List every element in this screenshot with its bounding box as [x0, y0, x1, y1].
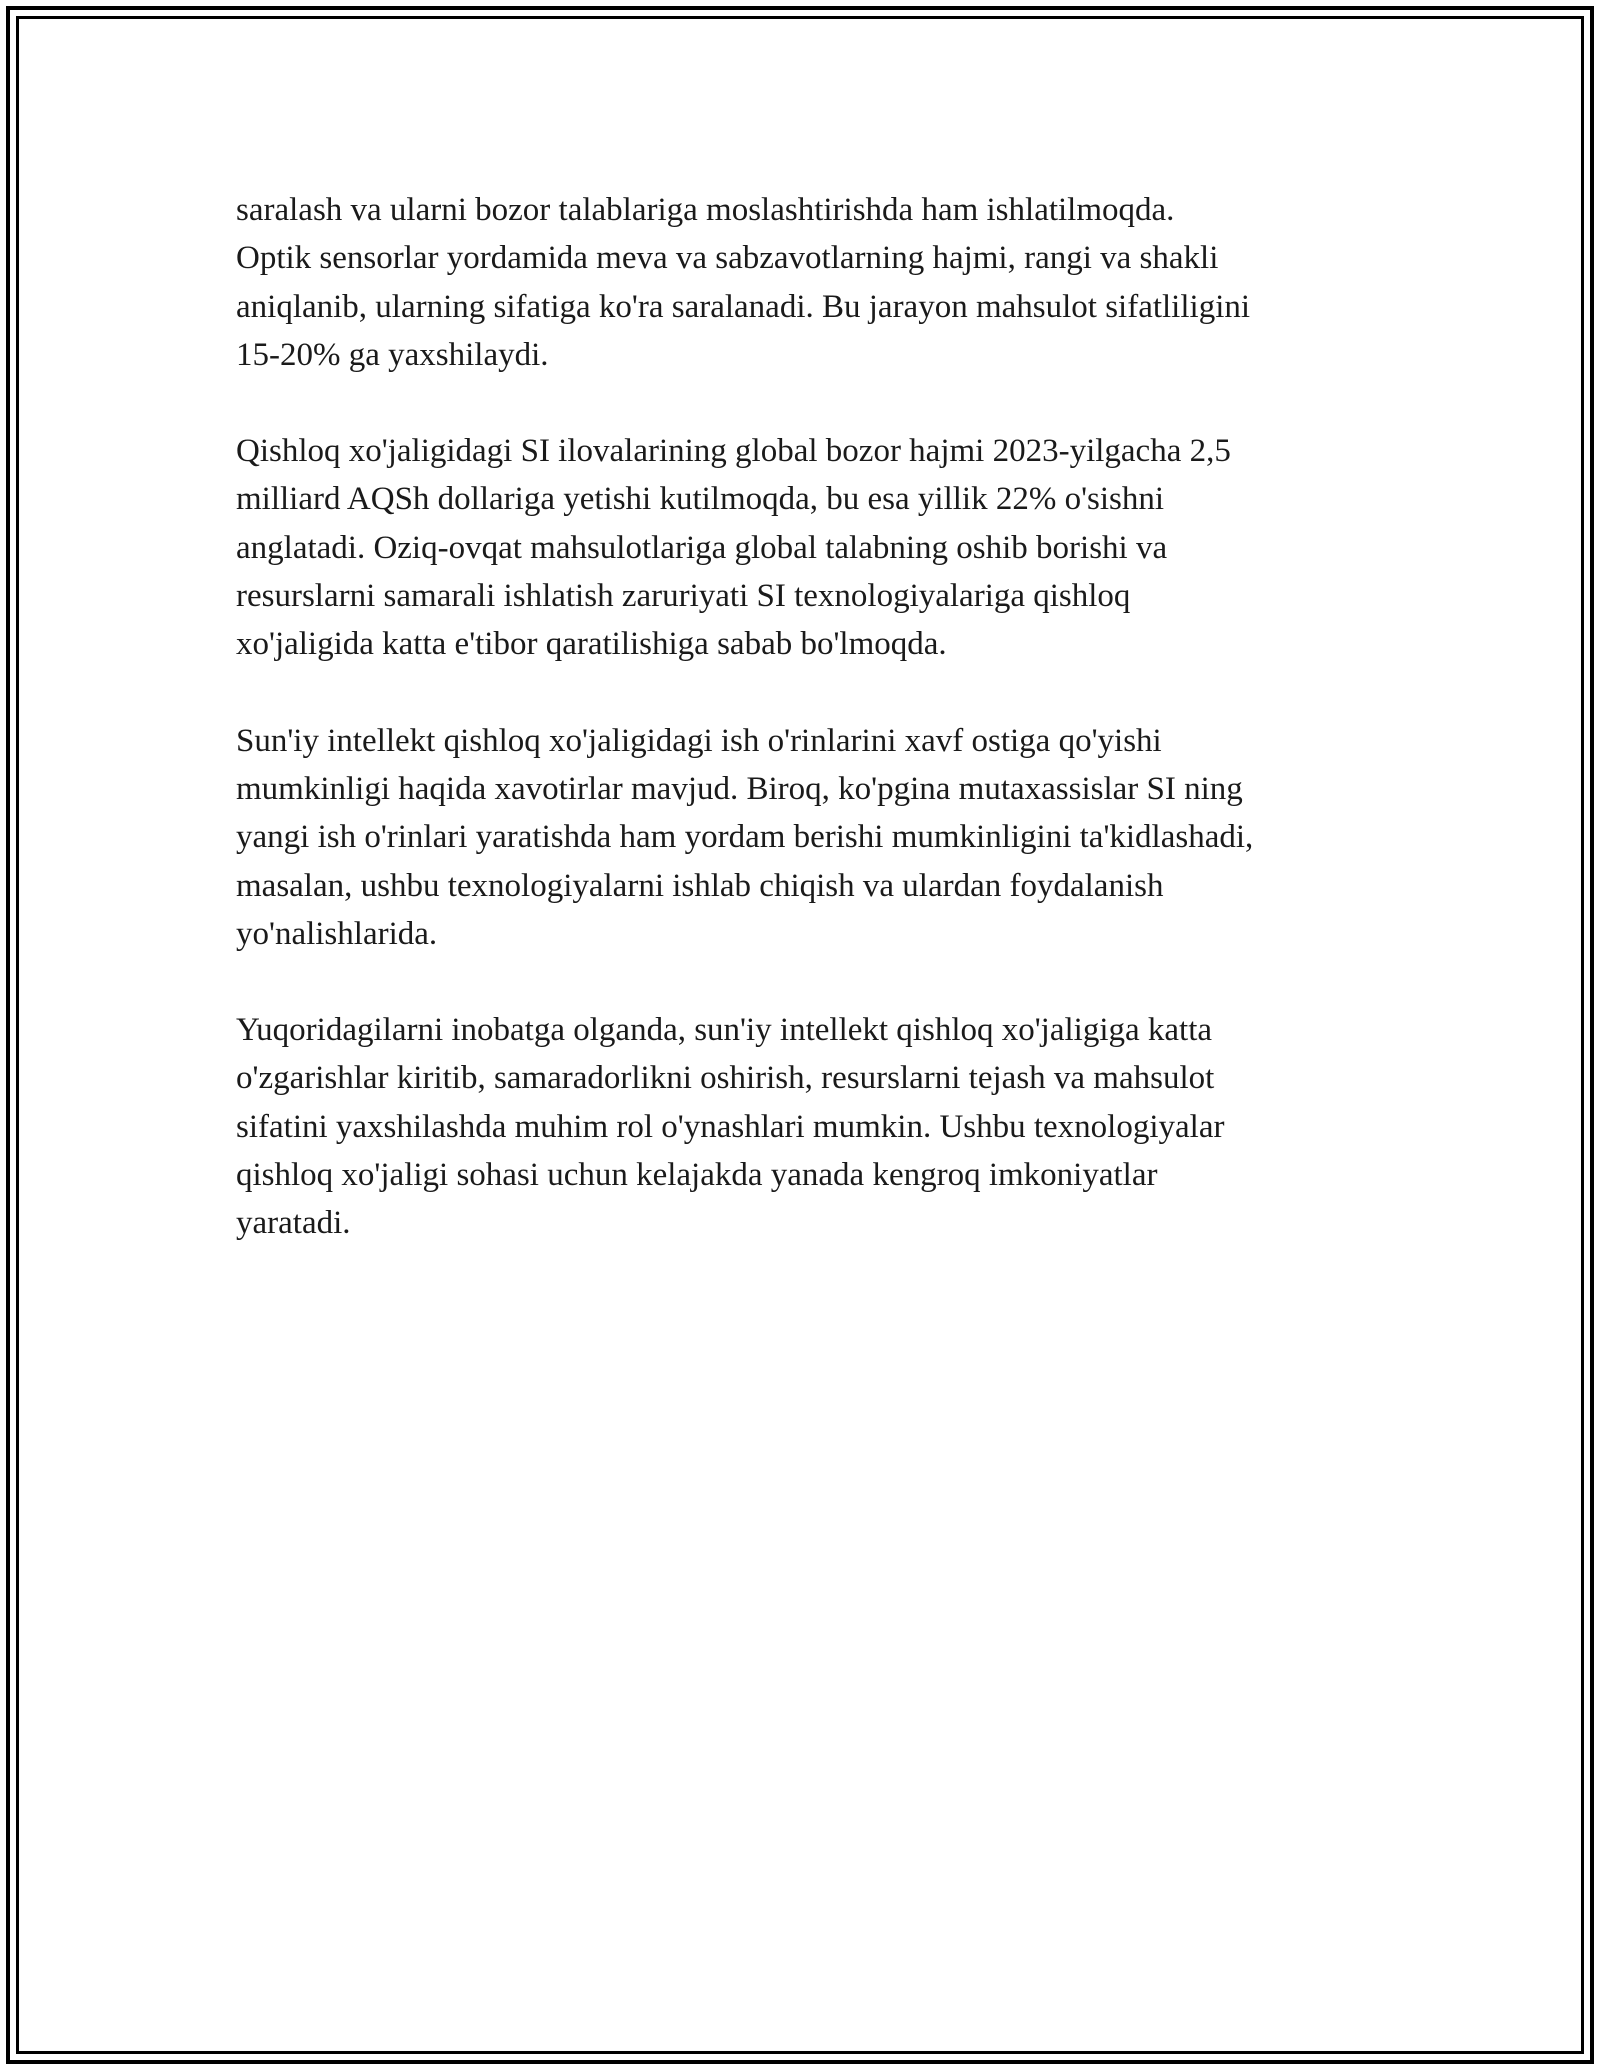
paragraph-sorting: saralash va ularni bozor talablariga moslashtirishda ham ishlatilmoqda. Optik sensorlar yordamida meva va sabzavotlarning hajmi, rangi va shakli aniqlanib, ularning sifatiga ko'ra saralanadi. Bu jarayon mahsulot sifatliligini 15-20% ga yaxshilaydi.: [236, 192, 1251, 373]
paragraph-conclusion: Yuqoridagilarni inobatga olganda, sun'iy intellekt qishloq xo'jaligiga katta o'zgarishlar kiritib, samaradorlikni oshirish, resurslarni tejash va mahsulot sifatini yaxshilashda muhim rol o'ynashlari mumkin. Ushbu texnologiyalar qishloq xo'jaligi sohasi uchun kelajakda yanada kengroq imkoniyatlar yaratadi.: [236, 1012, 1225, 1242]
document-body: [236, 186, 1386, 1296]
paragraph-market-size: Qishloq xo'jaligidagi SI ilovalarining global bozor hajmi 2023-yilgacha 2,5 milliard AQSh dollariga yetishi kutilmoqda, bu esa yillik 22% o'sishni anglatadi. Oziq-ovqat mahsulotlariga global talabning oshib borishi va resurslarni samarali ishlatish zaruriyati SI texnologiyalariga qishloq xo'jaligida katta e'tibor qaratilishiga sabab bo'lmoqda.: [236, 433, 1231, 663]
paragraph-jobs: Sun'iy intellekt qishloq xo'jaligidagi ish o'rinlarini xavf ostiga qo'yishi mumkinligi haqida xavotirlar mavjud. Biroq, ko'pgina mutaxassislar SI ning yangi ish o'rinlari yaratishda ham yordam berishi mumkinligini ta'kidlashadi, masalan, ushbu texnologiyalarni ishlab chiqish va ulardan foydalanish yo'nalishlarida.: [236, 722, 1254, 952]
